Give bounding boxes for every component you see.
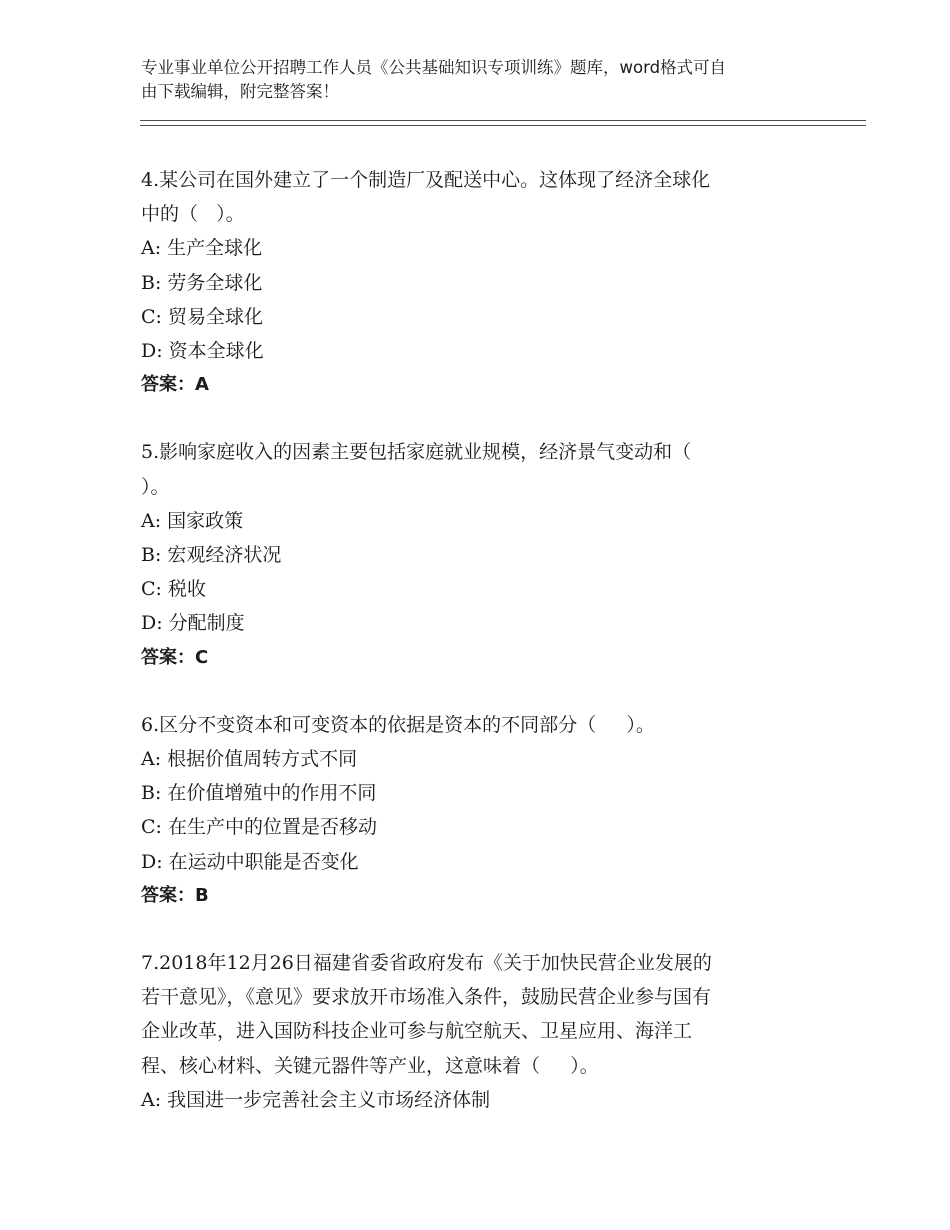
question-stem-line: ）。: [141, 475, 170, 498]
question-6: [141, 708, 821, 913]
question-7: [141, 946, 821, 1117]
document-header: [141, 56, 821, 104]
question-4: [141, 163, 821, 402]
question-stem-line: 4.某公司在国外建立了一个制造厂及配送中心。这体现了经济全球化: [141, 169, 711, 191]
header-double-rule: [140, 120, 866, 126]
question-stem-line: 7.2018年12月26日福建省委省政府发布《关于加快民营企业发展的: [141, 952, 712, 975]
option-a: A: 生产全球化: [141, 237, 263, 260]
answer-label: 答案：B: [141, 884, 209, 906]
question-stem-line: 5.影响家庭收入的因素主要包括家庭就业规模，经济景气变动和（: [141, 441, 692, 464]
question-stem-line: 6.区分不变资本和可变资本的依据是资本的不同部分（ ）。: [141, 713, 655, 736]
option-d: D: 分配制度: [141, 612, 245, 635]
answer-label: 答案：A: [141, 374, 209, 396]
option-c: C: 贸易全球化: [141, 305, 263, 328]
option-b: B: 劳务全球化: [141, 271, 263, 294]
option-b: B: 宏观经济状况: [141, 544, 282, 567]
option-d: D: 资本全球化: [141, 340, 264, 363]
question-stem-line: 程、核心材料、关键元器件等产业，这意味着（ ）。: [141, 1054, 599, 1077]
question-stem-line: 若干意见》，《意见》要求放开市场准入条件，鼓励民营企业参与国有: [141, 986, 712, 1009]
option-a: A: 我国进一步完善社会主义市场经济体制: [141, 1088, 491, 1111]
option-d: D: 在运动中职能是否变化: [141, 850, 359, 873]
header-line-1: 专业事业单位公开招聘工作人员《公共基础知识专项训练》题库，word格式可自: [141, 58, 727, 77]
option-c: C: 在生产中的位置是否移动: [141, 816, 377, 839]
question-stem-line: 企业改革，进入国防科技企业可参与航空航天、卫星应用、海洋工: [141, 1020, 693, 1043]
question-5: [141, 435, 821, 674]
question-stem-line: 中的（ ）。: [141, 203, 245, 226]
header-line-2: 由下载编辑，附完整答案！: [141, 82, 339, 101]
option-b: B: 在价值增殖中的作用不同: [141, 782, 377, 805]
answer-label: 答案：C: [141, 646, 209, 668]
option-c: C: 税收: [141, 578, 206, 601]
option-a: A: 国家政策: [141, 509, 244, 532]
option-a: A: 根据价值周转方式不同: [141, 748, 358, 771]
question-list: [141, 163, 821, 1150]
